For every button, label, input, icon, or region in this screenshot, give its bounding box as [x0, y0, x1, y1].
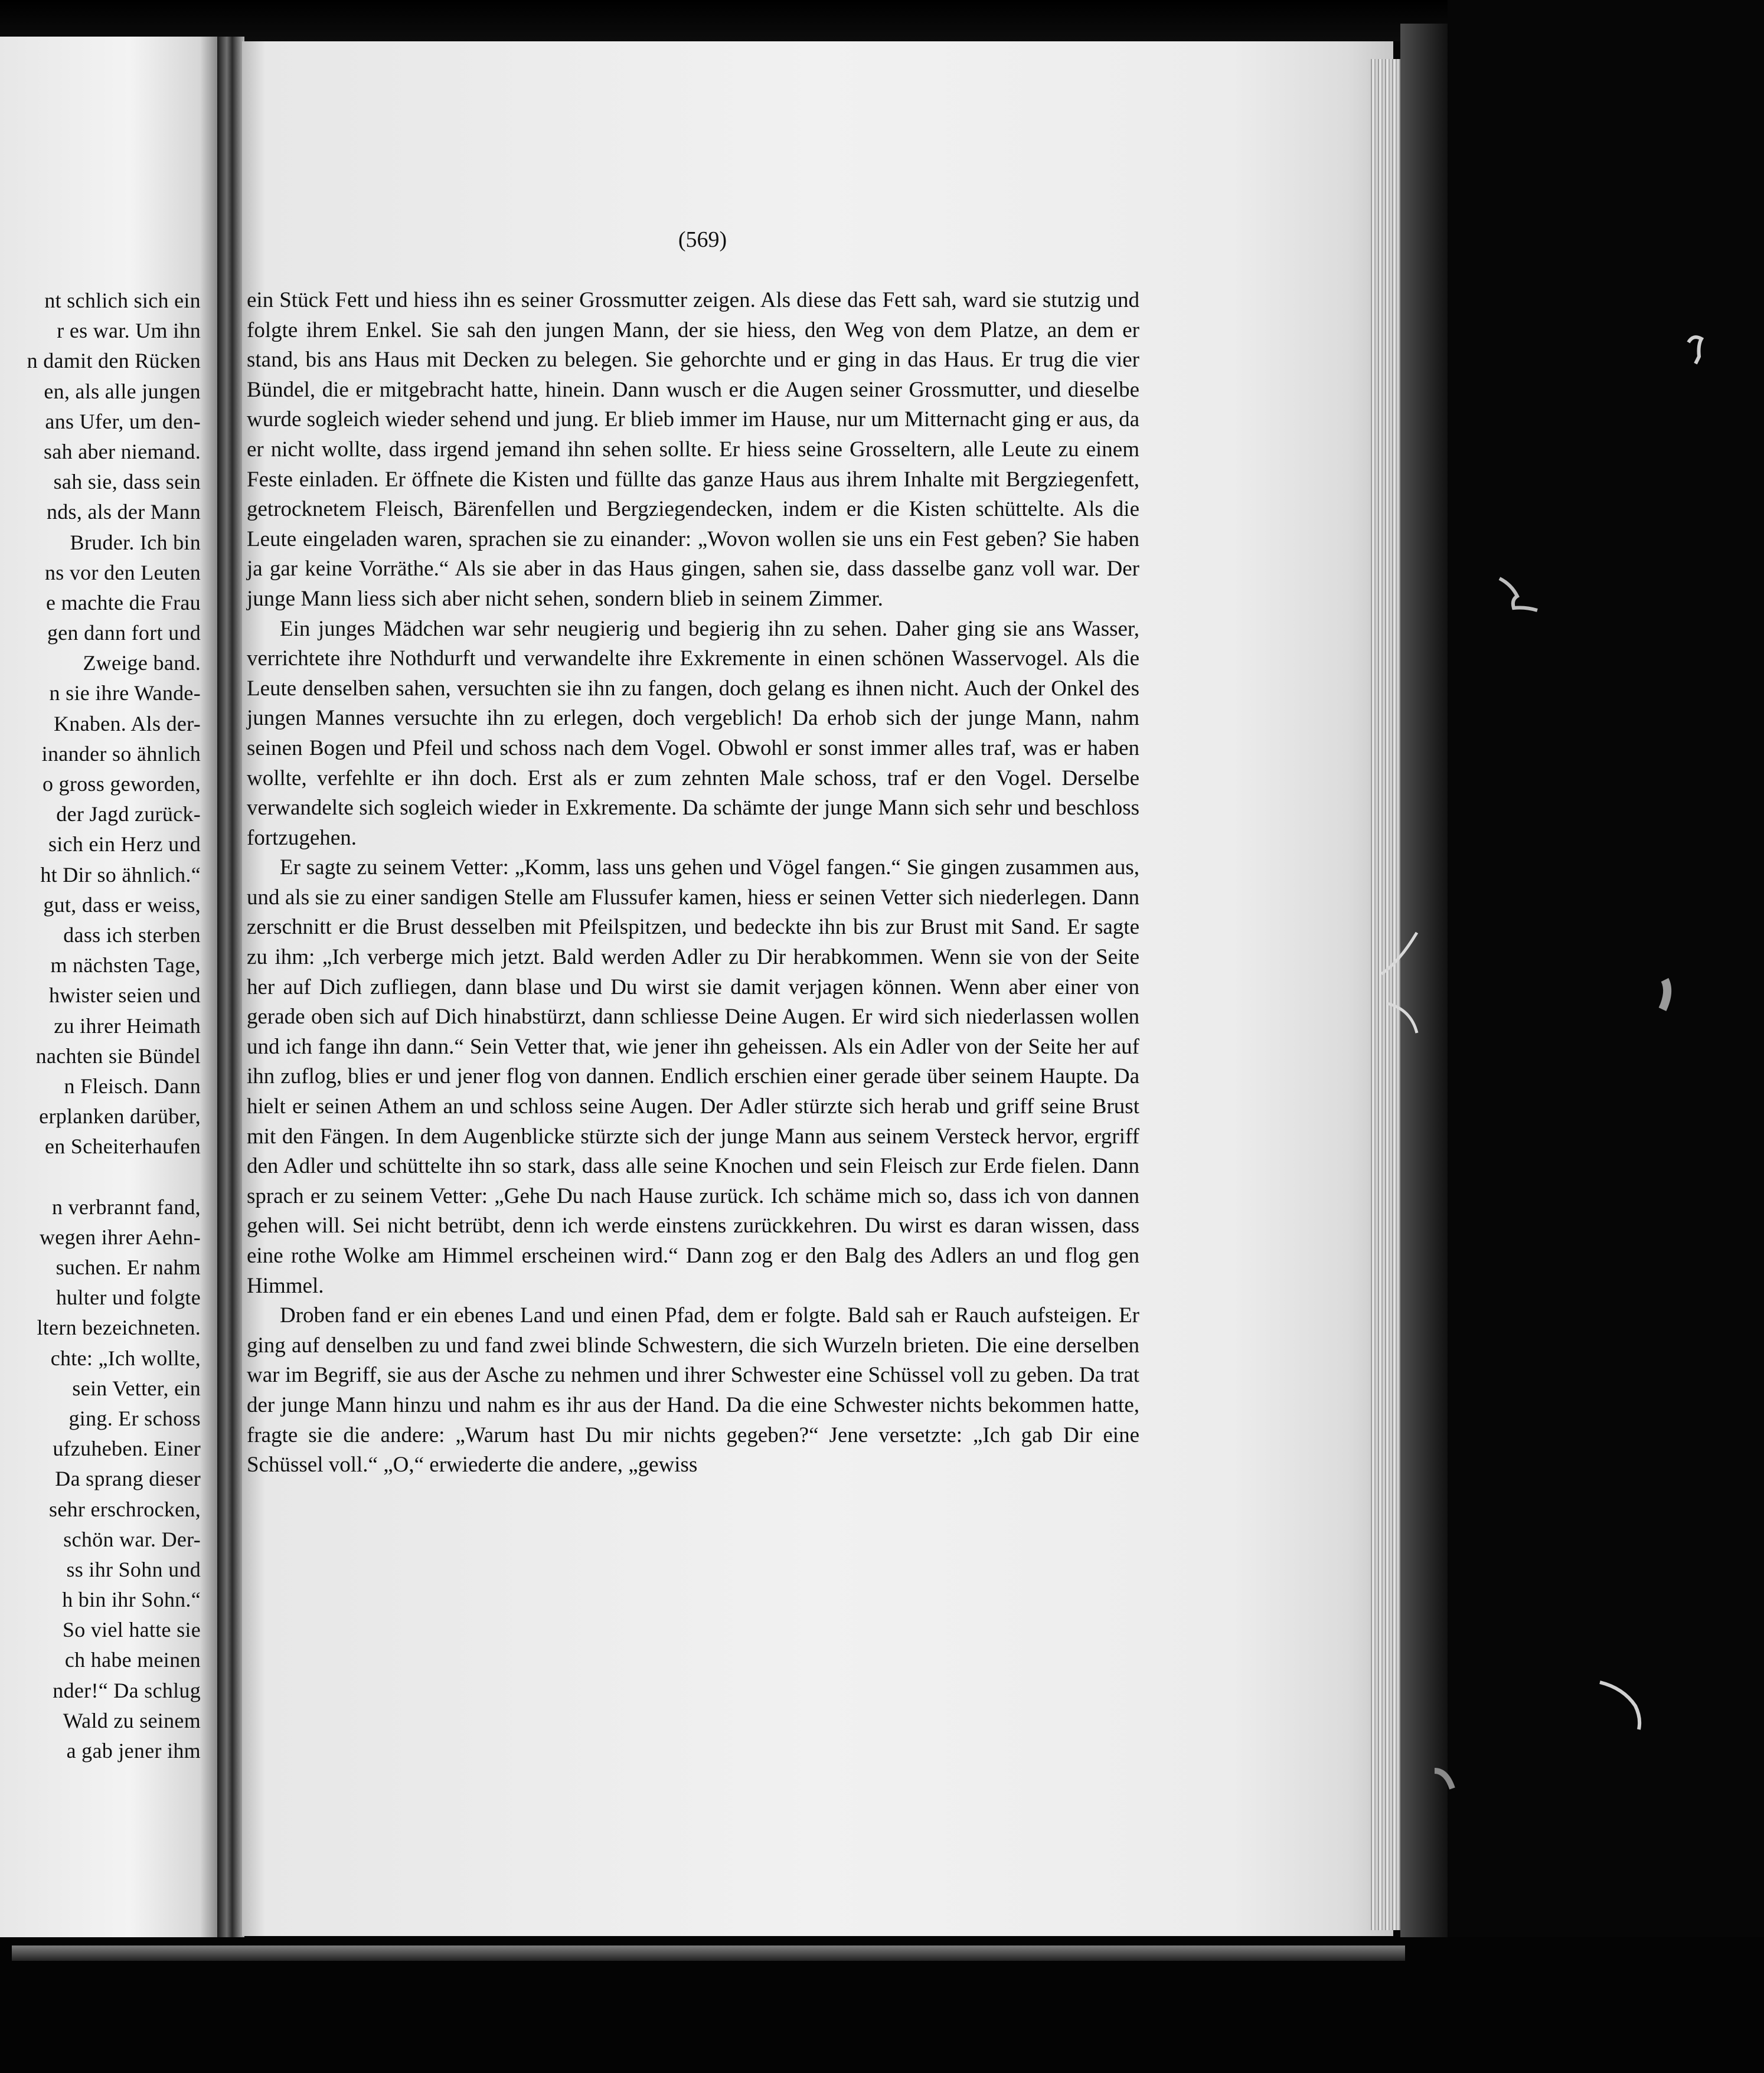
previous-page-line: Wald zu seinem — [63, 1708, 201, 1732]
previous-page-line: n verbrannt fand, — [51, 1195, 201, 1219]
previous-page-line: sehr erschrocken, — [49, 1497, 201, 1521]
previous-page-line: Zweige band. — [83, 651, 201, 675]
previous-page-line: a gab jener ihm — [66, 1739, 201, 1763]
previous-page-line: suchen. Er nahm — [55, 1255, 201, 1279]
previous-page-line: sah aber niemand. — [44, 439, 201, 463]
body-paragraph: ein Stück Fett und hiess ihn es seiner Grossmutter zeigen. Als diese das Fett sah, ward sie stutzig und folgte ihrem Enkel. Sie sah den jungen Mann, der sie hiess, den Weg von dem Platze, an dem er stand, bis ans Haus mit Decken zu belegen. Sie gehorchte und er ging in das Haus. Er trug die vier Bündel, die er mitgebracht hatte, hinein. Dann wusch er die Augen seiner Grossmutter, und dieselbe wurde sogleich wieder sehend und jung. Er blieb immer im Hause, nur um Mitternacht ging er aus, da er nicht wollte, dass irgend jemand ihn sehen sollte. Er hiess seine Grosseltern, alle Leute zu einem Feste einladen. Er öffnete die Kisten und füllte das ganze Haus aus ihrem Inhalte mit Bergziegenfett, getrocknetem Fleisch, Bärenfellen und Bergziegendecken, indem er die Kisten schüttelte. Als die Leute eingeladen waren, sprachen sie zu einander: „Wovon wollen sie uns ein Fest geben? Sie haben ja gar keine Vorräthe.“ Als sie aber in das Haus gingen, sahen sie, dass dasselbe ganz voll war. Der junge Mann liess sich aber nicht sehen, sondern blieb in seinem Zimmer. — [247, 288, 1139, 611]
book-gutter — [217, 37, 244, 1943]
previous-page-line: r es war. Um ihn — [57, 319, 201, 343]
scratch-mark — [1688, 337, 1701, 364]
previous-page-line: ufzuheben. Einer — [53, 1437, 201, 1461]
previous-page-text — [0, 286, 201, 1766]
previous-page-line: ans Ufer, um den- — [45, 409, 201, 433]
previous-page-line: en, als alle jungen — [44, 379, 201, 403]
previous-page-line: der Jagd zurück- — [56, 802, 201, 826]
previous-page-line: h bin ihr Sohn.“ — [62, 1588, 201, 1612]
scratch-mark — [1662, 980, 1667, 1009]
previous-page-line: wegen ihrer Aehn- — [40, 1225, 201, 1249]
previous-page-line: hulter und folgte — [55, 1286, 201, 1310]
previous-page-line — [0, 1162, 201, 1192]
previous-page-line: ch habe meinen — [64, 1648, 201, 1672]
previous-page-line: n sie ihre Wande- — [49, 681, 201, 705]
body-paragraph: Er sagte zu seinem Vetter: „Komm, lass uns gehen und Vögel fangen.“ Sie gingen zusammen aus, und als sie zu einer sandigen Stelle am Flussufer kamen, hiess er seinen Vetter sich niederlegen. Dann zerschnitt er die Brust desselben mit Pfeilspitzen, und bedeckte ihn bis zur Brust mit Sand. Er sagte zu ihm: „Ich verberge mich jetzt. Bald werden Adler zu Dir herabkommen. Wenn sie von der Seite her auf Dich zufliegen, dann blase und Du wirst sie damit verjagen können. Wenn aber einer von gerade oben sich auf Dich hinabstürzt, dann schliesse Deine Augen. Er wird sich niederlassen wollen und ich fange ihn dann.“ Sein Vetter that, wie jener ihn geheissen. Als ein Adler von der Seite her auf ihn zuflog, blies er und jener flog von dannen. Endlich erschien einer gerade über seinem Haupte. Da hielt er seinen Athem an und schloss seine Augen. Der Adler stürzte sich herab und griff seine Brust mit den Fängen. In dem Augenblicke stürzte sich der junge Mann aus seinem Versteck hervor, ergriff den Adler und schüttelte ihn so stark, dass alle seine Knochen und sein Fleisch zur Erde fielen. Dann sprach er zu seinem Vetter: „Gehe Du nach Hause zurück. Ich schäme mich so, dass ich von dannen gehen will. Sei nicht betrübt, denn ich werde einstens zurückkehren. Du wirst es daran wissen, dass eine rothe Wolke am Himmel erscheinen wird.“ Dann zog er den Balg des Adlers an und flog gen Himmel. — [247, 855, 1139, 1298]
scratch-mark — [1500, 578, 1537, 610]
body-paragraph: Ein junges Mädchen war sehr neugierig und begierig ihn zu sehen. Daher ging sie ans Wasser, verrichtete ihre Nothdurft und verwandelte ihre Exkremente in einen schönen Wasservogel. Als die Leute denselben sahen, versuchten sie ihn zu fangen, doch gelang es ihnen nicht. Auch der Onkel des jungen Mannes versuchte ihn zu erlegen, doch vergeblich! Da erhob sich der junge Mann, nahm seinen Bogen und Pfeil und schoss nach dem Vogel. Obwohl er sonst immer alles traf, was er haben wollte, verfehlte er ihn doch. Erst als er zum zehnten Male schoss, traf er den Vogel. Derselbe verwandelte sich sogleich wieder in Exkremente. Da schämte der junge Mann sich sehr und beschloss fortzugehen. — [247, 616, 1139, 850]
scratch-mark — [1435, 1771, 1452, 1788]
body-paragraph: Droben fand er ein ebenes Land und einen Pfad, dem er folgte. Bald sah er Rauch aufsteigen. Er ging auf denselben zu und fand zwei blinde Schwestern, die sich Wurzeln brieten. Die eine derselben war im Begriff, sie aus der Asche zu nehmen und ihrer Schwester eine Schüssel voll zu geben. Da trat der junge Mann hinzu und nahm es ihr aus der Hand. Da die eine Schwester nichts bekommen hatte, fragte sie die andere: „Warum hast Du mir nichts gegeben?“ Jene versetzte: „Ich gab Dir eine Schüssel voll.“ „O,“ erwiederte die andere, „gewiss — [247, 1303, 1139, 1477]
previous-page-line: sein Vetter, ein — [72, 1376, 201, 1400]
previous-page-line: ns vor den Leuten — [44, 560, 201, 584]
previous-page-line: sich ein Herz und — [48, 832, 201, 856]
previous-page-line: gut, dass er weiss, — [43, 892, 201, 917]
previous-page-line: zu ihrer Heimath — [54, 1013, 201, 1038]
previous-page-line: Bruder. Ich bin — [70, 530, 201, 554]
previous-page-line: nds, als der Mann — [46, 500, 201, 524]
previous-page-line: n Fleisch. Dann — [64, 1074, 201, 1098]
previous-page-line: nachten sie Bündel — [35, 1044, 201, 1068]
previous-page-line: Knaben. Als der- — [53, 711, 201, 735]
previous-page-line: m nächsten Tage, — [50, 953, 201, 977]
previous-page-line: en Scheiterhaufen — [45, 1134, 201, 1159]
scratch-mark — [1381, 933, 1417, 1033]
previous-page-line: nt schlich sich ein — [44, 289, 201, 312]
previous-page-line: erplanken darüber, — [39, 1104, 201, 1129]
previous-page-line: ltern bezeichneten. — [37, 1316, 201, 1340]
previous-page-line: gen dann fort und — [47, 621, 201, 645]
scan-scratch-marks — [1381, 283, 1736, 1794]
page-bottom-edge — [12, 1946, 1405, 1961]
page-number: (569) — [678, 227, 727, 252]
previous-page-line: e machte die Frau — [46, 590, 201, 614]
previous-page — [0, 37, 217, 1937]
page-body-text — [247, 286, 1139, 1480]
previous-page-line: sah sie, dass sein — [53, 470, 201, 494]
previous-page-line: ss ihr Sohn und — [66, 1557, 201, 1581]
previous-page-line: Da sprang dieser — [55, 1467, 201, 1491]
previous-page-line: hwister seien und — [48, 983, 201, 1008]
previous-page-line: ht Dir so ähnlich.“ — [40, 862, 201, 887]
scratch-mark — [1600, 1682, 1639, 1729]
previous-page-line: ging. Er schoss — [68, 1406, 201, 1430]
previous-page-line: o gross geworden, — [42, 772, 201, 796]
previous-page-line: inander so ähnlich — [41, 741, 201, 766]
previous-page-line: So viel hatte sie — [62, 1618, 201, 1642]
previous-page-line: n damit den Rücken — [27, 349, 201, 373]
previous-page-line: nder!“ Da schlug — [53, 1678, 201, 1702]
previous-page-line: schön war. Der- — [63, 1527, 201, 1551]
previous-page-line: chte: „Ich wollte, — [50, 1346, 201, 1370]
previous-page-line: dass ich sterben — [63, 923, 201, 947]
